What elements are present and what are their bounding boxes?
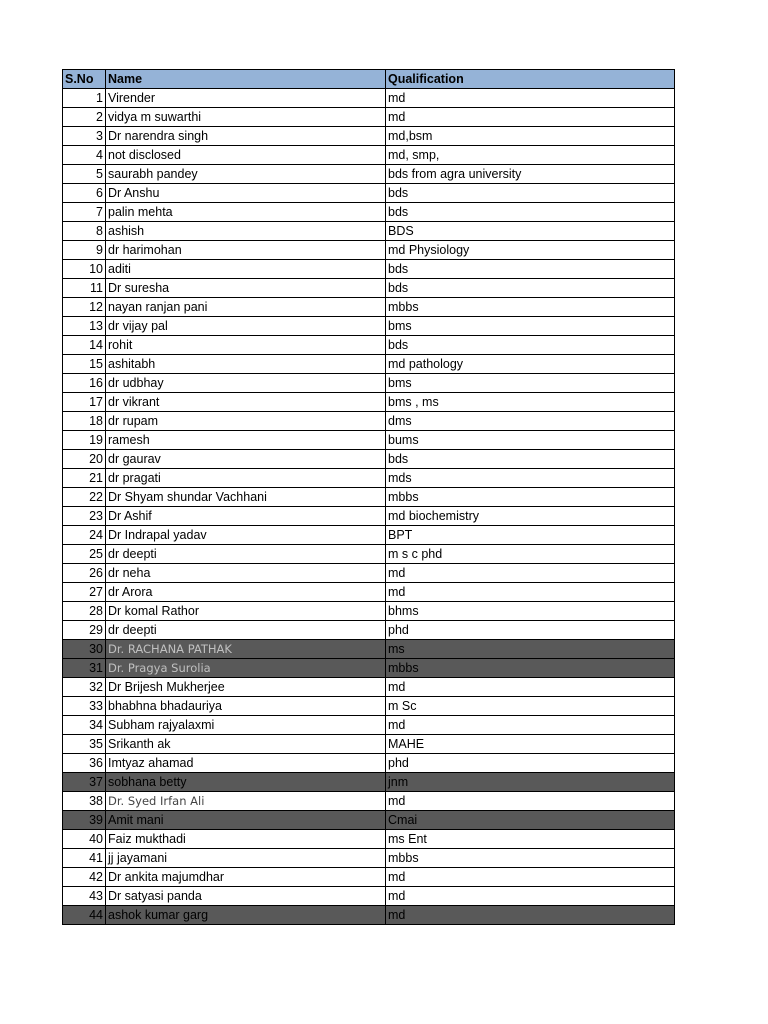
cell-qualification: phd (386, 754, 675, 773)
cell-sno: 28 (63, 602, 106, 621)
cell-sno: 34 (63, 716, 106, 735)
cell-sno: 25 (63, 545, 106, 564)
cell-sno: 27 (63, 583, 106, 602)
cell-name: Srikanth ak (106, 735, 386, 754)
table-row (63, 754, 675, 773)
header-sno: S.No (63, 70, 106, 89)
table-row (63, 716, 675, 735)
cell-qualification: bds (386, 336, 675, 355)
cell-sno: 8 (63, 222, 106, 241)
cell-name: ashish (106, 222, 386, 241)
cell-qualification: md (386, 716, 675, 735)
cell-name: sobhana betty (106, 773, 386, 792)
table-row (63, 564, 675, 583)
cell-sno: 6 (63, 184, 106, 203)
cell-name: dr deepti (106, 621, 386, 640)
header-row (63, 70, 675, 89)
cell-qualification: md biochemistry (386, 507, 675, 526)
cell-qualification: ms (386, 640, 675, 659)
table-row (63, 488, 675, 507)
table-row (63, 678, 675, 697)
cell-qualification: md pathology (386, 355, 675, 374)
header-qualification: Qualification (386, 70, 675, 89)
cell-name: Amit mani (106, 811, 386, 830)
cell-sno: 3 (63, 127, 106, 146)
cell-sno: 42 (63, 868, 106, 887)
cell-name: Dr ankita majumdhar (106, 868, 386, 887)
table-row (63, 260, 675, 279)
cell-name: dr neha (106, 564, 386, 583)
cell-qualification: bms (386, 374, 675, 393)
cell-sno: 23 (63, 507, 106, 526)
cell-sno: 30 (63, 640, 106, 659)
cell-qualification: mds (386, 469, 675, 488)
cell-name: ramesh (106, 431, 386, 450)
cell-sno: 9 (63, 241, 106, 260)
cell-qualification: BDS (386, 222, 675, 241)
table-row (63, 165, 675, 184)
cell-qualification: md (386, 583, 675, 602)
cell-sno: 38 (63, 792, 106, 811)
cell-name: bhabhna bhadauriya (106, 697, 386, 716)
table-row (63, 602, 675, 621)
table-row (63, 317, 675, 336)
cell-qualification: m Sc (386, 697, 675, 716)
cell-sno: 35 (63, 735, 106, 754)
cell-name: Virender (106, 89, 386, 108)
table-row (63, 773, 675, 792)
table-row (63, 735, 675, 754)
cell-name: dr vikrant (106, 393, 386, 412)
cell-sno: 37 (63, 773, 106, 792)
cell-qualification: md (386, 678, 675, 697)
cell-name: Imtyaz ahamad (106, 754, 386, 773)
table-row (63, 906, 675, 925)
qualification-table (62, 69, 675, 925)
cell-name: jj jayamani (106, 849, 386, 868)
cell-sno: 18 (63, 412, 106, 431)
cell-qualification: Cmai (386, 811, 675, 830)
cell-name: dr harimohan (106, 241, 386, 260)
cell-sno: 24 (63, 526, 106, 545)
table-row (63, 849, 675, 868)
cell-sno: 14 (63, 336, 106, 355)
cell-name: Dr komal Rathor (106, 602, 386, 621)
cell-qualification: bds from agra university (386, 165, 675, 184)
cell-name: not disclosed (106, 146, 386, 165)
cell-sno: 19 (63, 431, 106, 450)
table-row (63, 355, 675, 374)
cell-qualification: md (386, 108, 675, 127)
table-row (63, 792, 675, 811)
cell-qualification: bds (386, 279, 675, 298)
cell-qualification: mbbs (386, 488, 675, 507)
cell-qualification: md (386, 887, 675, 906)
cell-sno: 33 (63, 697, 106, 716)
cell-qualification: md,bsm (386, 127, 675, 146)
cell-qualification: ms Ent (386, 830, 675, 849)
cell-sno: 15 (63, 355, 106, 374)
table-row (63, 412, 675, 431)
cell-sno: 32 (63, 678, 106, 697)
table-row (63, 545, 675, 564)
cell-qualification: md (386, 906, 675, 925)
cell-qualification: bhms (386, 602, 675, 621)
cell-name: Dr Ashif (106, 507, 386, 526)
table-row (63, 659, 675, 678)
cell-name: Dr Indrapal yadav (106, 526, 386, 545)
cell-name: Dr satyasi panda (106, 887, 386, 906)
table-row (63, 640, 675, 659)
cell-sno: 36 (63, 754, 106, 773)
cell-sno: 40 (63, 830, 106, 849)
cell-qualification: bums (386, 431, 675, 450)
table-row (63, 621, 675, 640)
cell-sno: 1 (63, 89, 106, 108)
cell-qualification: md (386, 564, 675, 583)
cell-sno: 20 (63, 450, 106, 469)
cell-sno: 4 (63, 146, 106, 165)
cell-name: nayan ranjan pani (106, 298, 386, 317)
table-row (63, 507, 675, 526)
cell-qualification: bds (386, 184, 675, 203)
table-row (63, 469, 675, 488)
table-row (63, 184, 675, 203)
cell-sno: 10 (63, 260, 106, 279)
table-row (63, 241, 675, 260)
cell-sno: 22 (63, 488, 106, 507)
cell-qualification: phd (386, 621, 675, 640)
cell-name: Dr Anshu (106, 184, 386, 203)
cell-qualification: md Physiology (386, 241, 675, 260)
header-name: Name (106, 70, 386, 89)
table-row (63, 89, 675, 108)
cell-name: Subham rajyalaxmi (106, 716, 386, 735)
table-row (63, 526, 675, 545)
cell-sno: 13 (63, 317, 106, 336)
table-row (63, 868, 675, 887)
cell-name: dr pragati (106, 469, 386, 488)
cell-name: Dr Shyam shundar Vachhani (106, 488, 386, 507)
table-row (63, 393, 675, 412)
cell-sno: 16 (63, 374, 106, 393)
cell-sno: 31 (63, 659, 106, 678)
cell-name: rohit (106, 336, 386, 355)
table-row (63, 222, 675, 241)
cell-sno: 21 (63, 469, 106, 488)
table-row (63, 697, 675, 716)
cell-name: dr udbhay (106, 374, 386, 393)
cell-qualification: MAHE (386, 735, 675, 754)
cell-sno: 43 (63, 887, 106, 906)
table-body (63, 89, 675, 925)
cell-qualification: dms (386, 412, 675, 431)
cell-name: Dr narendra singh (106, 127, 386, 146)
table-row (63, 127, 675, 146)
table-row (63, 298, 675, 317)
table-row (63, 279, 675, 298)
table-row (63, 450, 675, 469)
cell-sno: 41 (63, 849, 106, 868)
cell-qualification: bds (386, 203, 675, 222)
cell-qualification: bds (386, 450, 675, 469)
cell-sno: 44 (63, 906, 106, 925)
table-row (63, 887, 675, 906)
table-row (63, 830, 675, 849)
table-row (63, 374, 675, 393)
cell-sno: 29 (63, 621, 106, 640)
cell-sno: 7 (63, 203, 106, 222)
cell-qualification: bms , ms (386, 393, 675, 412)
cell-name: dr gaurav (106, 450, 386, 469)
cell-qualification: md, smp, (386, 146, 675, 165)
cell-name: aditi (106, 260, 386, 279)
cell-name: ashok kumar garg (106, 906, 386, 925)
cell-sno: 12 (63, 298, 106, 317)
cell-name: dr rupam (106, 412, 386, 431)
table-row (63, 146, 675, 165)
cell-name: Dr suresha (106, 279, 386, 298)
table-row (63, 108, 675, 127)
cell-qualification: mbbs (386, 659, 675, 678)
cell-name: ashitabh (106, 355, 386, 374)
cell-sno: 17 (63, 393, 106, 412)
cell-qualification: bds (386, 260, 675, 279)
cell-name: dr Arora (106, 583, 386, 602)
cell-sno: 39 (63, 811, 106, 830)
table-row (63, 811, 675, 830)
cell-name: dr deepti (106, 545, 386, 564)
cell-qualification: md (386, 792, 675, 811)
cell-qualification: md (386, 89, 675, 108)
cell-qualification: md (386, 868, 675, 887)
cell-name: Dr. Syed Irfan Ali (106, 792, 386, 811)
table-row (63, 203, 675, 222)
cell-qualification: jnm (386, 773, 675, 792)
cell-name: Dr Brijesh Mukherjee (106, 678, 386, 697)
cell-qualification: m s c phd (386, 545, 675, 564)
table-row (63, 583, 675, 602)
cell-name: vidya m suwarthi (106, 108, 386, 127)
cell-name: palin mehta (106, 203, 386, 222)
cell-name: Dr. RACHANA PATHAK (106, 640, 386, 659)
cell-name: Dr. Pragya Surolia (106, 659, 386, 678)
cell-sno: 11 (63, 279, 106, 298)
cell-qualification: BPT (386, 526, 675, 545)
cell-qualification: mbbs (386, 298, 675, 317)
cell-name: Faiz mukthadi (106, 830, 386, 849)
cell-name: saurabh pandey (106, 165, 386, 184)
cell-qualification: mbbs (386, 849, 675, 868)
table-row (63, 431, 675, 450)
cell-sno: 26 (63, 564, 106, 583)
cell-qualification: bms (386, 317, 675, 336)
cell-name: dr vijay pal (106, 317, 386, 336)
cell-sno: 5 (63, 165, 106, 184)
table-row (63, 336, 675, 355)
cell-sno: 2 (63, 108, 106, 127)
